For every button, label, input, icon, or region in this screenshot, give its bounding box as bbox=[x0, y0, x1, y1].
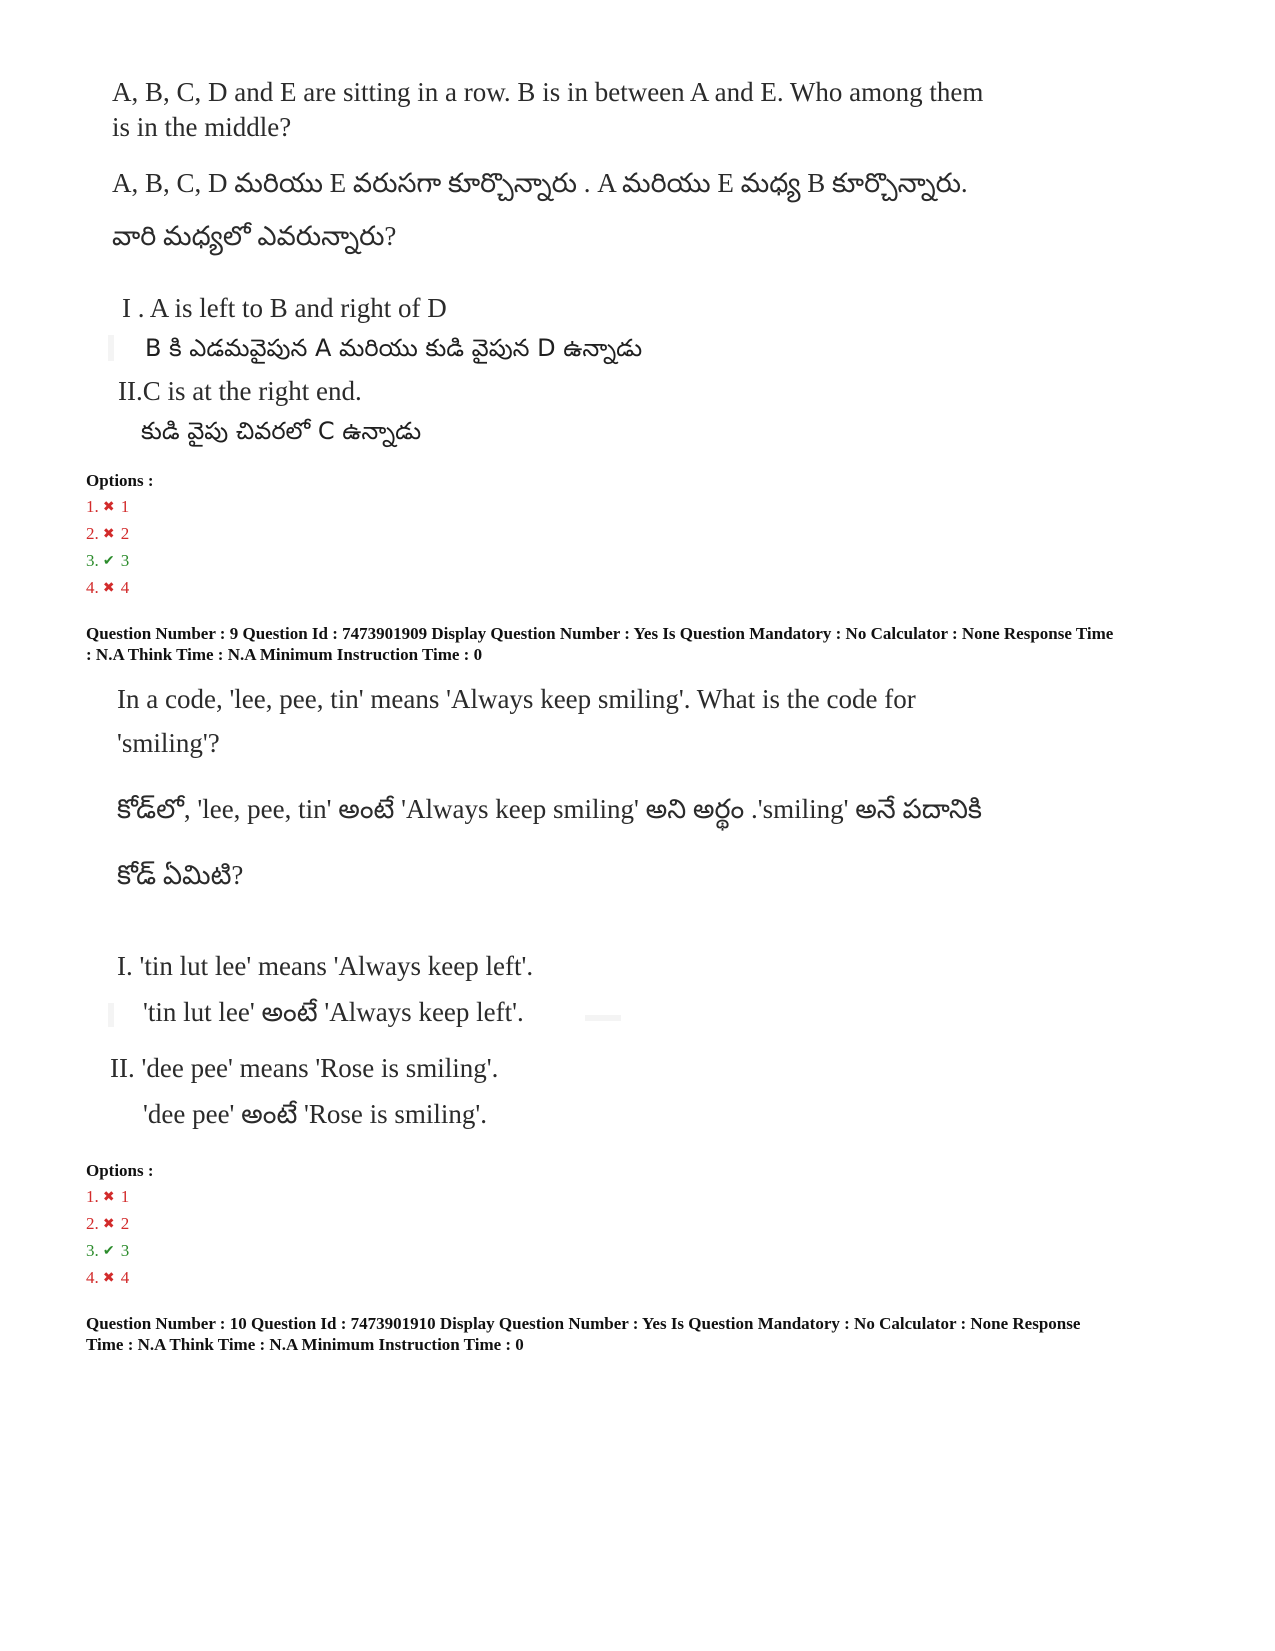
option-value: 1 bbox=[120, 497, 130, 516]
q9-statement1-te-text: 'tin lut lee' అంటే 'Always keep left'. bbox=[143, 997, 524, 1027]
cross-icon: ✖ bbox=[102, 500, 115, 515]
q8-stem-en-line1: A, B, C, D and E are sitting in a row. B is in between A and E. Who among them bbox=[112, 77, 984, 107]
q8-stem-te-line2 bbox=[112, 218, 396, 254]
q8-option-4[interactable] bbox=[86, 575, 129, 602]
option-number: 4. bbox=[86, 578, 99, 597]
q9-stem-en-line1: In a code, 'lee, pee, tin' means 'Always keep smiling'. What is the code for bbox=[117, 684, 916, 714]
q8-stem-en-line2: is in the middle? bbox=[112, 112, 292, 142]
q8-statement2-te: కుడి వైపు చివరలో C ఉన్నాడు bbox=[141, 417, 422, 445]
q10-meta bbox=[86, 1313, 1196, 1355]
option-value: 4 bbox=[120, 1268, 130, 1287]
cross-icon: ✖ bbox=[102, 581, 115, 596]
q9-option-3[interactable] bbox=[86, 1238, 129, 1265]
q8-statement1-en: I . A is left to B and right of D bbox=[122, 293, 447, 323]
cross-icon: ✖ bbox=[102, 1217, 115, 1232]
option-value: 3 bbox=[120, 1241, 130, 1260]
q10-meta-line1: Question Number : 10 Question Id : 7473901910 Display Question Number : Yes Is Question Mandatory : No Calculator : None Response bbox=[86, 1314, 1081, 1333]
q9-statement1-te bbox=[143, 994, 524, 1030]
q9-meta-line1: Question Number : 9 Question Id : 7473901909 Display Question Number : Yes Is Question Mandatory : No Calculator : None Response Time bbox=[86, 624, 1114, 643]
q9-options-list bbox=[86, 1184, 129, 1292]
option-number: 3. bbox=[86, 1241, 99, 1260]
q8-option-1[interactable] bbox=[86, 494, 129, 521]
q9-meta-line2: : N.A Think Time : N.A Minimum Instruction Time : 0 bbox=[86, 645, 483, 664]
check-icon: ✔ bbox=[102, 554, 115, 569]
q10-meta-line2: Time : N.A Think Time : N.A Minimum Instruction Time : 0 bbox=[86, 1335, 524, 1354]
option-number: 2. bbox=[86, 524, 99, 543]
option-value: 2 bbox=[120, 1214, 130, 1233]
q8-options-list bbox=[86, 494, 129, 602]
q8-stem-te-line1-text: A, B, C, D మరియు E వరుసగా కూర్చొన్నారు . A మరియు E మధ్య B కూర్చొన్నారు. bbox=[112, 168, 968, 198]
q9-statement2-te-text: 'dee pee' అంటే 'Rose is smiling'. bbox=[143, 1099, 488, 1129]
q9-stem-te-line1 bbox=[117, 791, 982, 827]
option-number: 1. bbox=[86, 1187, 99, 1206]
q8-option-2[interactable] bbox=[86, 521, 129, 548]
check-icon: ✔ bbox=[102, 1244, 115, 1259]
q9-meta bbox=[86, 623, 1196, 665]
cross-icon: ✖ bbox=[102, 527, 115, 542]
q8-option-3[interactable] bbox=[86, 548, 129, 575]
cross-icon: ✖ bbox=[102, 1271, 115, 1286]
q9-stem-te-line1-text: కోడ్‌లో, 'lee, pee, tin' అంటే 'Always keep smiling' అని అర్థం .'smiling' అనే పదానికి bbox=[117, 794, 982, 824]
q9-options-label: Options : bbox=[86, 1161, 154, 1180]
option-number: 1. bbox=[86, 497, 99, 516]
q8-statement2-en: II.C is at the right end. bbox=[118, 376, 362, 406]
q9-statement2-en: II. 'dee pee' means 'Rose is smiling'. bbox=[110, 1053, 499, 1083]
q8-options-label: Options : bbox=[86, 471, 154, 490]
cross-icon: ✖ bbox=[102, 1190, 115, 1205]
q9-stem-en-line2: 'smiling'? bbox=[117, 728, 220, 758]
q9-option-4[interactable] bbox=[86, 1265, 129, 1292]
option-value: 1 bbox=[120, 1187, 130, 1206]
q8-statement1-te: B కి ఎడమవైపున A మరియు కుడి వైపున D ఉన్నాడు bbox=[145, 334, 643, 362]
option-number: 4. bbox=[86, 1268, 99, 1287]
q9-stem-te-line2 bbox=[117, 857, 243, 893]
q9-statement2-te bbox=[143, 1096, 487, 1132]
option-value: 4 bbox=[120, 578, 130, 597]
q8-stem-te-line2-text: వారి మధ్యలో ఎవరున్నారు? bbox=[112, 221, 397, 251]
q9-statement1-en: I. 'tin lut lee' means 'Always keep left'. bbox=[117, 951, 534, 981]
q9-option-1[interactable] bbox=[86, 1184, 129, 1211]
option-value: 3 bbox=[120, 551, 130, 570]
option-number: 2. bbox=[86, 1214, 99, 1233]
q8-stem-te-line1 bbox=[112, 165, 968, 201]
option-value: 2 bbox=[120, 524, 130, 543]
option-number: 3. bbox=[86, 551, 99, 570]
q9-stem-te-line2-text: కోడ్ ఏమిటి? bbox=[117, 860, 244, 890]
q9-option-2[interactable] bbox=[86, 1211, 129, 1238]
